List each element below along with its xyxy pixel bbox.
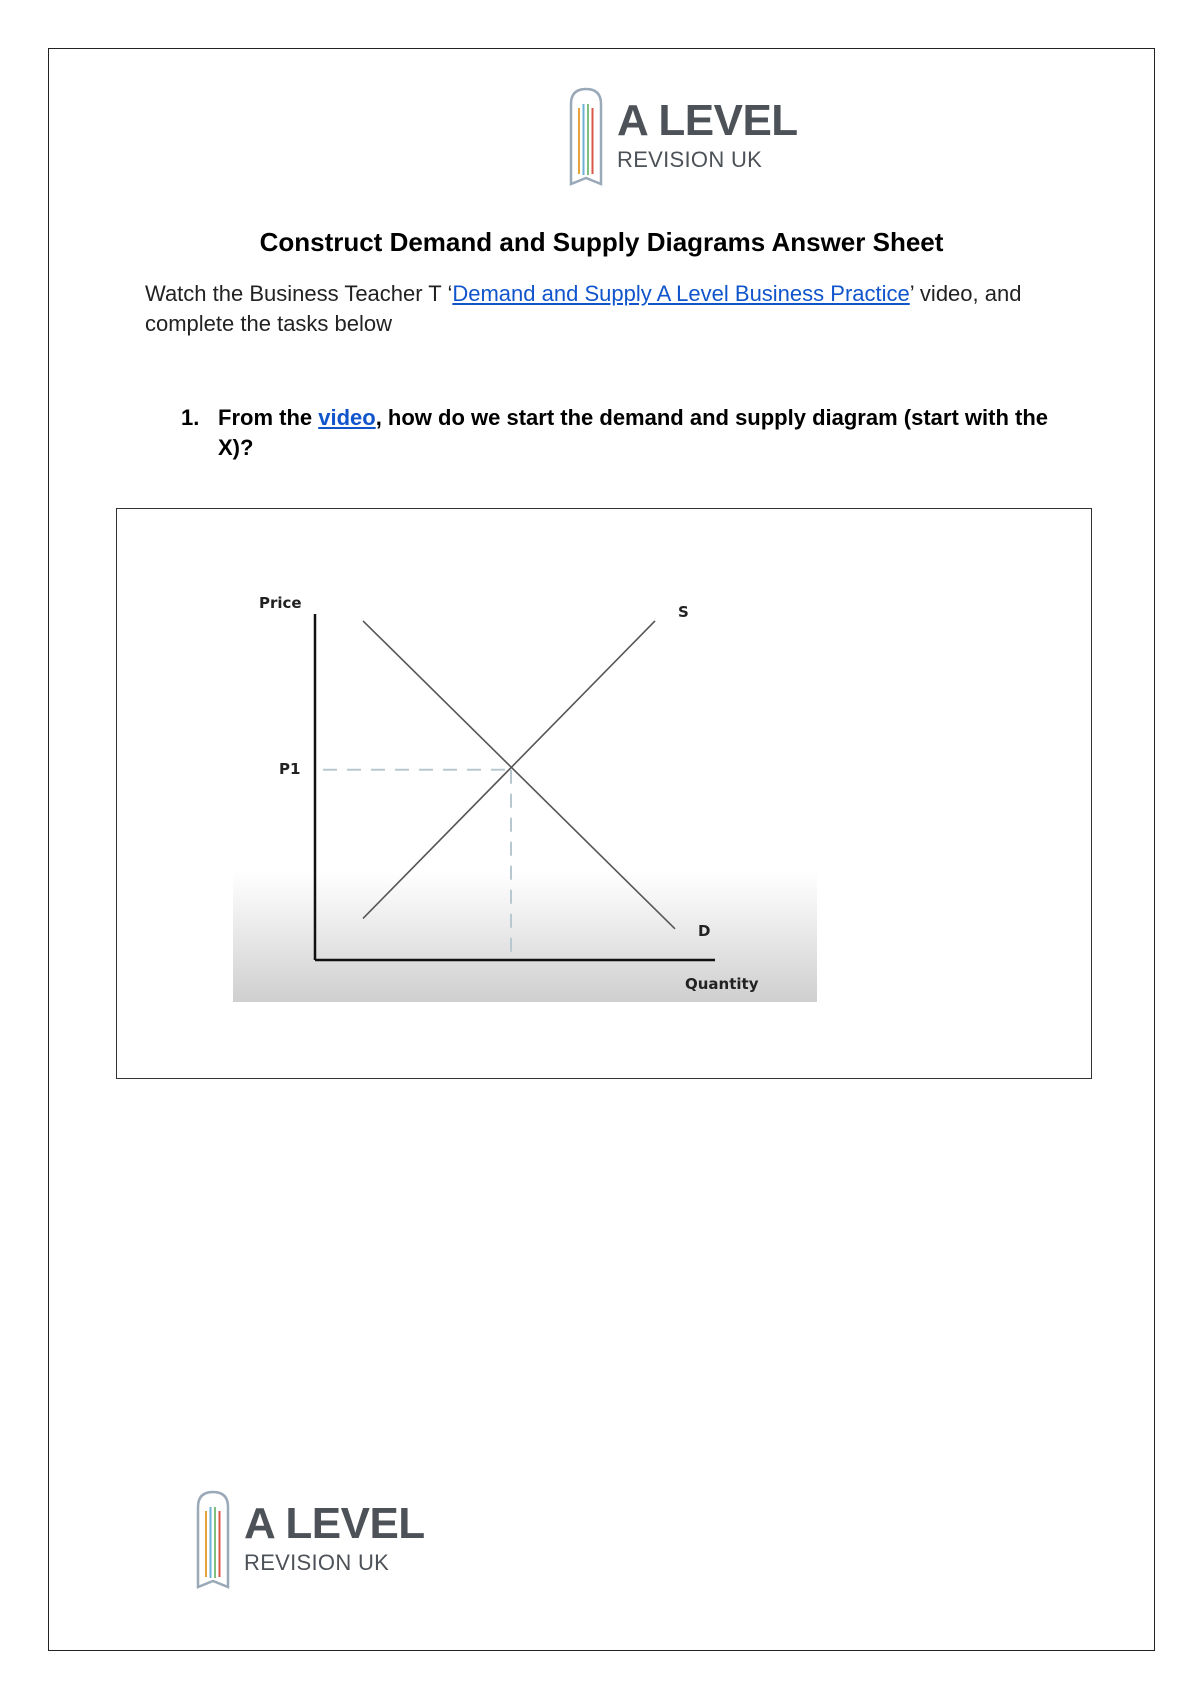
brand-main-text: A LEVEL	[244, 1499, 425, 1548]
intro-text-after: ’ video, and complete the tasks below	[145, 281, 1022, 336]
x-axis-label: Quantity	[685, 975, 759, 993]
brand-sub-text: REVISION UK	[617, 147, 763, 172]
book-arch-icon	[567, 86, 605, 186]
question-1	[181, 403, 1061, 463]
supply-curve-label: S	[678, 603, 689, 621]
book-arch-icon	[194, 1489, 232, 1589]
page-title: Construct Demand and Supply Diagrams Answer Sheet	[259, 227, 944, 257]
brand-logo-bottom	[194, 1489, 425, 1589]
brand-logo-top	[567, 86, 798, 186]
question-number: 1.	[181, 405, 200, 430]
demand-supply-diagram	[233, 582, 817, 1002]
equilibrium-price-label: P1	[279, 760, 301, 778]
question-text-before: From the	[218, 405, 319, 430]
brand-sub-text: REVISION UK	[244, 1550, 390, 1575]
brand-wordmark	[244, 1499, 425, 1576]
question-text	[218, 403, 1061, 463]
brand-main-text: A LEVEL	[617, 96, 798, 145]
brand-wordmark	[617, 96, 798, 173]
question-text-after: , how do we start the demand and supply diagram (start with the X)?	[218, 405, 1049, 460]
intro-paragraph	[145, 279, 1045, 339]
practice-video-link[interactable]: Demand and Supply A Level Business Practice	[452, 281, 910, 306]
video-link[interactable]: video	[318, 405, 376, 430]
y-axis-label: Price	[259, 594, 302, 612]
demand-curve-label: D	[698, 922, 711, 940]
intro-text-before: Watch the Business Teacher T ‘	[145, 281, 453, 306]
